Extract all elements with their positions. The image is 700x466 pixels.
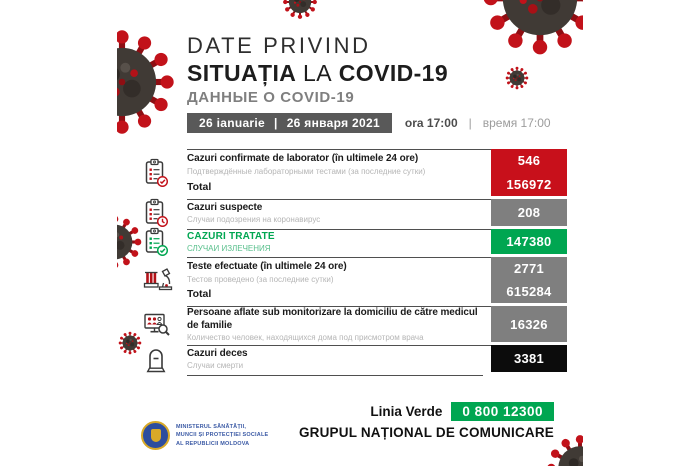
row-title: Persoane aflate sub monitorizare la domiciliu de către medicul de familie (187, 307, 478, 331)
time-romanian: ora 17:00 (404, 116, 458, 130)
table-row-suspected (140, 199, 567, 226)
row-subtitle-russian: Тестов проведено (за последние сутки) (187, 274, 334, 284)
date-separator: | (274, 116, 278, 130)
ministry-name-line3: AL REPUBLICII MOLDOVA (176, 440, 250, 447)
communication-group-title: GRUPUL NAȚIONAL DE COMUNICARE (298, 425, 554, 440)
clipboard-check-red-icon (140, 149, 187, 196)
clipboard-clock-icon (140, 199, 187, 226)
page-subtitle-russian: ДАННЫЕ О COVID-19 (187, 89, 355, 106)
table-row-deaths (140, 345, 567, 372)
value-box-monitored (491, 306, 567, 342)
row-subtitle-russian: Случаи смерти (187, 361, 244, 371)
time-russian: время 17:00 (482, 116, 551, 130)
statistics-table (140, 149, 567, 376)
total-label: Total (187, 288, 212, 300)
value-box-treated (491, 229, 567, 254)
row-title: Teste efectuate (în ultimele 24 ore) (187, 261, 347, 272)
row-suspected-text (187, 199, 491, 226)
value: 3381 (513, 351, 545, 366)
row-subtitle-russian: Подтверждённые лабораторными тестами (за последние сутки) (187, 166, 426, 176)
clipboard-check-green-icon (140, 229, 187, 254)
row-title: CAZURI TRATATE (187, 230, 275, 242)
row-subtitle-russian: СЛУЧАИ ИЗЛЕЧЕНИЯ (187, 244, 271, 254)
table-row-treated (140, 229, 567, 254)
value-24h: 2771 (513, 261, 545, 276)
ministry-emblem-icon (141, 421, 170, 450)
row-subtitle-russian: Количество человек, находящихся дома под присмотром врача (187, 333, 424, 343)
test-tubes-microscope-icon (140, 257, 187, 303)
title-situatia: SITUAȚIA (187, 60, 297, 86)
row-confirmed-text (187, 149, 491, 196)
row-treated-text (187, 229, 491, 254)
table-row-tests (140, 257, 567, 303)
coronavirus-icon (117, 27, 177, 137)
table-row-confirmed (140, 149, 567, 196)
row-title: Cazuri deces (187, 347, 248, 359)
ministry-emblem-shield (151, 429, 161, 442)
row-monitored-text (187, 306, 491, 342)
coronavirus-icon (118, 331, 142, 355)
hotline-phone-number: 0 800 12300 (451, 402, 554, 421)
footer-contact-block (299, 402, 554, 440)
ministry-name-line2: MUNCII ȘI PROTECȚIEI SOCIALE (176, 432, 269, 439)
value: 208 (517, 205, 541, 220)
total-label: Total (187, 181, 212, 193)
ministry-name (176, 423, 268, 449)
date-time-bar (187, 113, 551, 133)
tombstone-icon (140, 345, 187, 372)
date-badge (187, 113, 392, 133)
coronavirus-icon (480, 0, 583, 58)
value-total: 615284 (506, 284, 552, 299)
coronavirus-icon (505, 66, 529, 90)
page-title-line2 (187, 60, 448, 87)
value-total: 156972 (506, 176, 552, 192)
monitor-patients-magnifier-icon (140, 306, 187, 342)
coronavirus-icon (282, 0, 318, 20)
value-box-tests (491, 257, 567, 303)
row-title: Cazuri confirmate de laborator (în ultimele 24 ore) (187, 153, 419, 164)
hotline-row (299, 402, 554, 421)
value-box-suspected (491, 199, 567, 226)
page-title-line1: DATE PRIVIND (187, 33, 371, 58)
value-box-deaths (491, 345, 567, 372)
title-covid19: COVID-19 (338, 60, 449, 86)
hotline-label: Linia Verde (370, 404, 443, 419)
table-bottom-divider (187, 375, 483, 376)
row-title: Cazuri suspecte (187, 201, 263, 213)
time-separator: | (468, 116, 472, 130)
value-box-confirmed (491, 149, 567, 196)
value-24h: 546 (517, 153, 541, 169)
ministry-name-line1: MINISTERUL SĂNĂTĂȚII, (176, 423, 247, 430)
row-subtitle-russian: Случаи подозрения на коронавирус (187, 215, 321, 225)
row-deaths-text (187, 345, 491, 372)
value: 16326 (510, 316, 548, 332)
ministry-logo (141, 421, 268, 450)
date-russian: 26 января 2021 (286, 116, 380, 130)
value: 147380 (506, 234, 552, 249)
table-row-monitored (140, 306, 567, 342)
title-la: LA (303, 60, 332, 86)
date-romanian: 26 ianuarie (199, 116, 266, 130)
row-tests-text (187, 257, 491, 303)
